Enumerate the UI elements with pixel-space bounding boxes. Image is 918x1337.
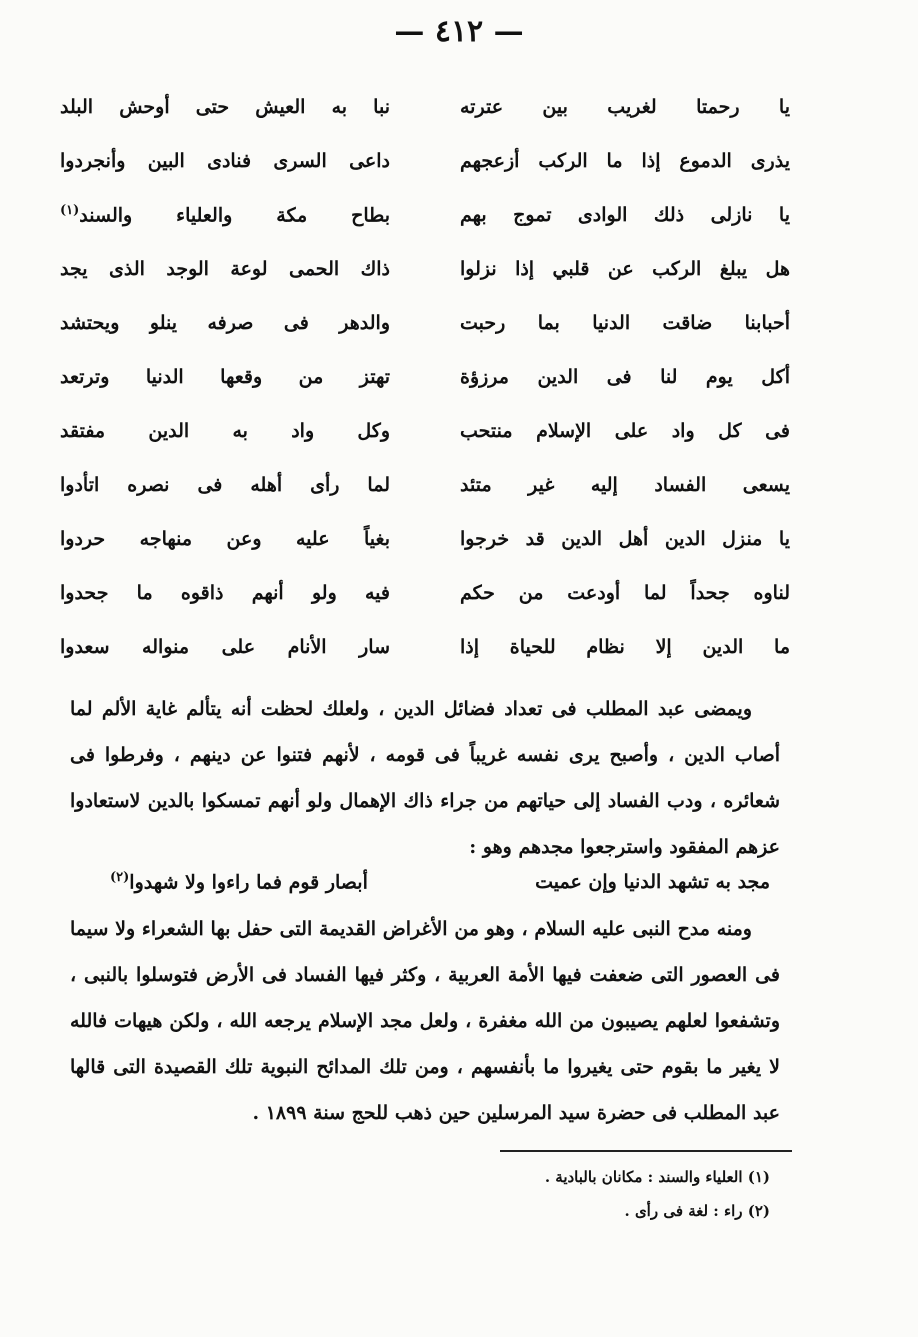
verse-second-hemistich: ذاك الحمى لوعة الوجد الذى يجد bbox=[60, 258, 390, 280]
verse-second-hemistich: لما رأى أهله فى نصره اتأدوا bbox=[60, 474, 390, 496]
verse-second-hemistich bbox=[60, 203, 390, 226]
page-number: — ٤١٢ — bbox=[394, 14, 524, 49]
verse-first-hemistich: مجد به تشهد الدنيا وإن عميت bbox=[535, 871, 770, 893]
footnote: (١) العلياء والسند : مكانان بالبادية . bbox=[544, 1168, 770, 1186]
verse-first-hemistich: يا رحمتا لغريب بين عترته bbox=[460, 96, 790, 118]
verse-second-hemistich: تهتز من وقعها الدنيا وترتعد bbox=[60, 366, 390, 388]
verse-row bbox=[60, 458, 790, 512]
footnote-marker: (٢) bbox=[110, 870, 130, 886]
verse-row bbox=[60, 512, 790, 566]
verse-first-hemistich: فى كل واد على الإسلام منتحب bbox=[460, 420, 790, 442]
verse-row bbox=[60, 620, 790, 674]
verse-row bbox=[60, 404, 790, 458]
verse-first-hemistich: أكل يوم لنا فى الدين مرزؤة bbox=[460, 366, 790, 388]
verse-first-hemistich: يا نازلى ذلك الوادى تموج بهم bbox=[460, 204, 790, 226]
paragraph-text: ويمضى عبد المطلب فى تعداد فضائل الدين ، ولعلك لحظت أنه يتألم غاية الألم لما أصاب الدين ، وأصبح يرى نفسه غريباً فى قومه ، لأنهم فتنوا عن دينهم ، وفرطوا فى شعائره ، ودب الفساد إلى حياتهم من جراء ذاك الإهمال ولو أنهم تمسكوا بالدين لاستعادوا عزهم المفقود واسترجعوا مجدهم وهو : bbox=[70, 698, 780, 858]
verse-second-hemistich: فيه ولو أنهم ذاقوه ما جحدوا bbox=[60, 582, 390, 604]
verse-row bbox=[60, 350, 790, 404]
verse-second-hemistich bbox=[110, 870, 368, 893]
footnote: (٢) راء : لغة فى رأى . bbox=[624, 1202, 770, 1220]
verse-first-hemistich: يذرى الدموع إذا ما الركب أزعجهم bbox=[460, 150, 790, 172]
prose-paragraph bbox=[70, 686, 780, 870]
verse-second-hemistich: داعى السرى فنادى البين وأنجردوا bbox=[60, 150, 390, 172]
verse-row bbox=[60, 134, 790, 188]
footnote-marker: (١) bbox=[60, 203, 80, 219]
verse-row bbox=[60, 188, 790, 242]
paragraph-text: ومنه مدح النبى عليه السلام ، وهو من الأغراض القديمة التى حفل بها الشعراء ولا سيما فى العصور التى ضعفت فيها الأمة العربية ، وكثر فيها الفساد فى الأرض فتوسلوا بالنبى ، وتشفعوا لعلهم يصيبون من الله مغفرة ، ولعل مجد الإسلام يرجعه الله ، ولكن هيهات فالله لا يغير ما بقوم حتى يغيروا ما بأنفسهم ، ومن تلك المدائح النبوية تلك القصيدة التى قالها عبد المطلب فى حضرة سيد المرسلين حين ذهب للحج سنة ١٨٩٩ . bbox=[70, 918, 780, 1124]
verse-row bbox=[60, 296, 790, 350]
verse-first-hemistich: لناوه جحداً لما أودعت من حكم bbox=[460, 582, 790, 604]
verse-first-hemistich: يا منزل الدين أهل الدين قد خرجوا bbox=[460, 528, 790, 550]
verse-text: بطاح مكة والعلياء والسند bbox=[79, 204, 390, 227]
verse-first-hemistich: ما الدين إلا نظام للحياة إذا bbox=[460, 636, 790, 658]
footnote-divider bbox=[500, 1150, 792, 1152]
verse-second-hemistich: نبا به العيش حتى أوحش البلد bbox=[60, 96, 390, 118]
verse-second-hemistich: بغياً عليه وعن منهاجه حردوا bbox=[60, 528, 390, 550]
footnotes bbox=[380, 1160, 770, 1228]
verse-second-hemistich: وكل واد به الدين مفتقد bbox=[60, 420, 390, 442]
verse-row bbox=[60, 80, 790, 134]
verse-second-hemistich: سار الأنام على منواله سعدوا bbox=[60, 636, 390, 658]
verse-second-hemistich: والدهر فى صرفه ينلو ويحتشد bbox=[60, 312, 390, 334]
verse-first-hemistich: يسعى الفساد إليه غير متئد bbox=[460, 474, 790, 496]
verse-first-hemistich: هل يبلغ الركب عن قلبي إذا نزلوا bbox=[460, 258, 790, 280]
verse-text: أبصار قوم فما راءوا ولا شهدوا bbox=[129, 871, 368, 894]
verse-row bbox=[60, 566, 790, 620]
verse-row bbox=[60, 242, 790, 296]
prose-paragraph bbox=[70, 906, 780, 1136]
poem bbox=[60, 80, 790, 674]
inline-verse bbox=[110, 862, 770, 902]
verse-first-hemistich: أحبابنا ضاقت الدنيا بما رحبت bbox=[460, 312, 790, 334]
